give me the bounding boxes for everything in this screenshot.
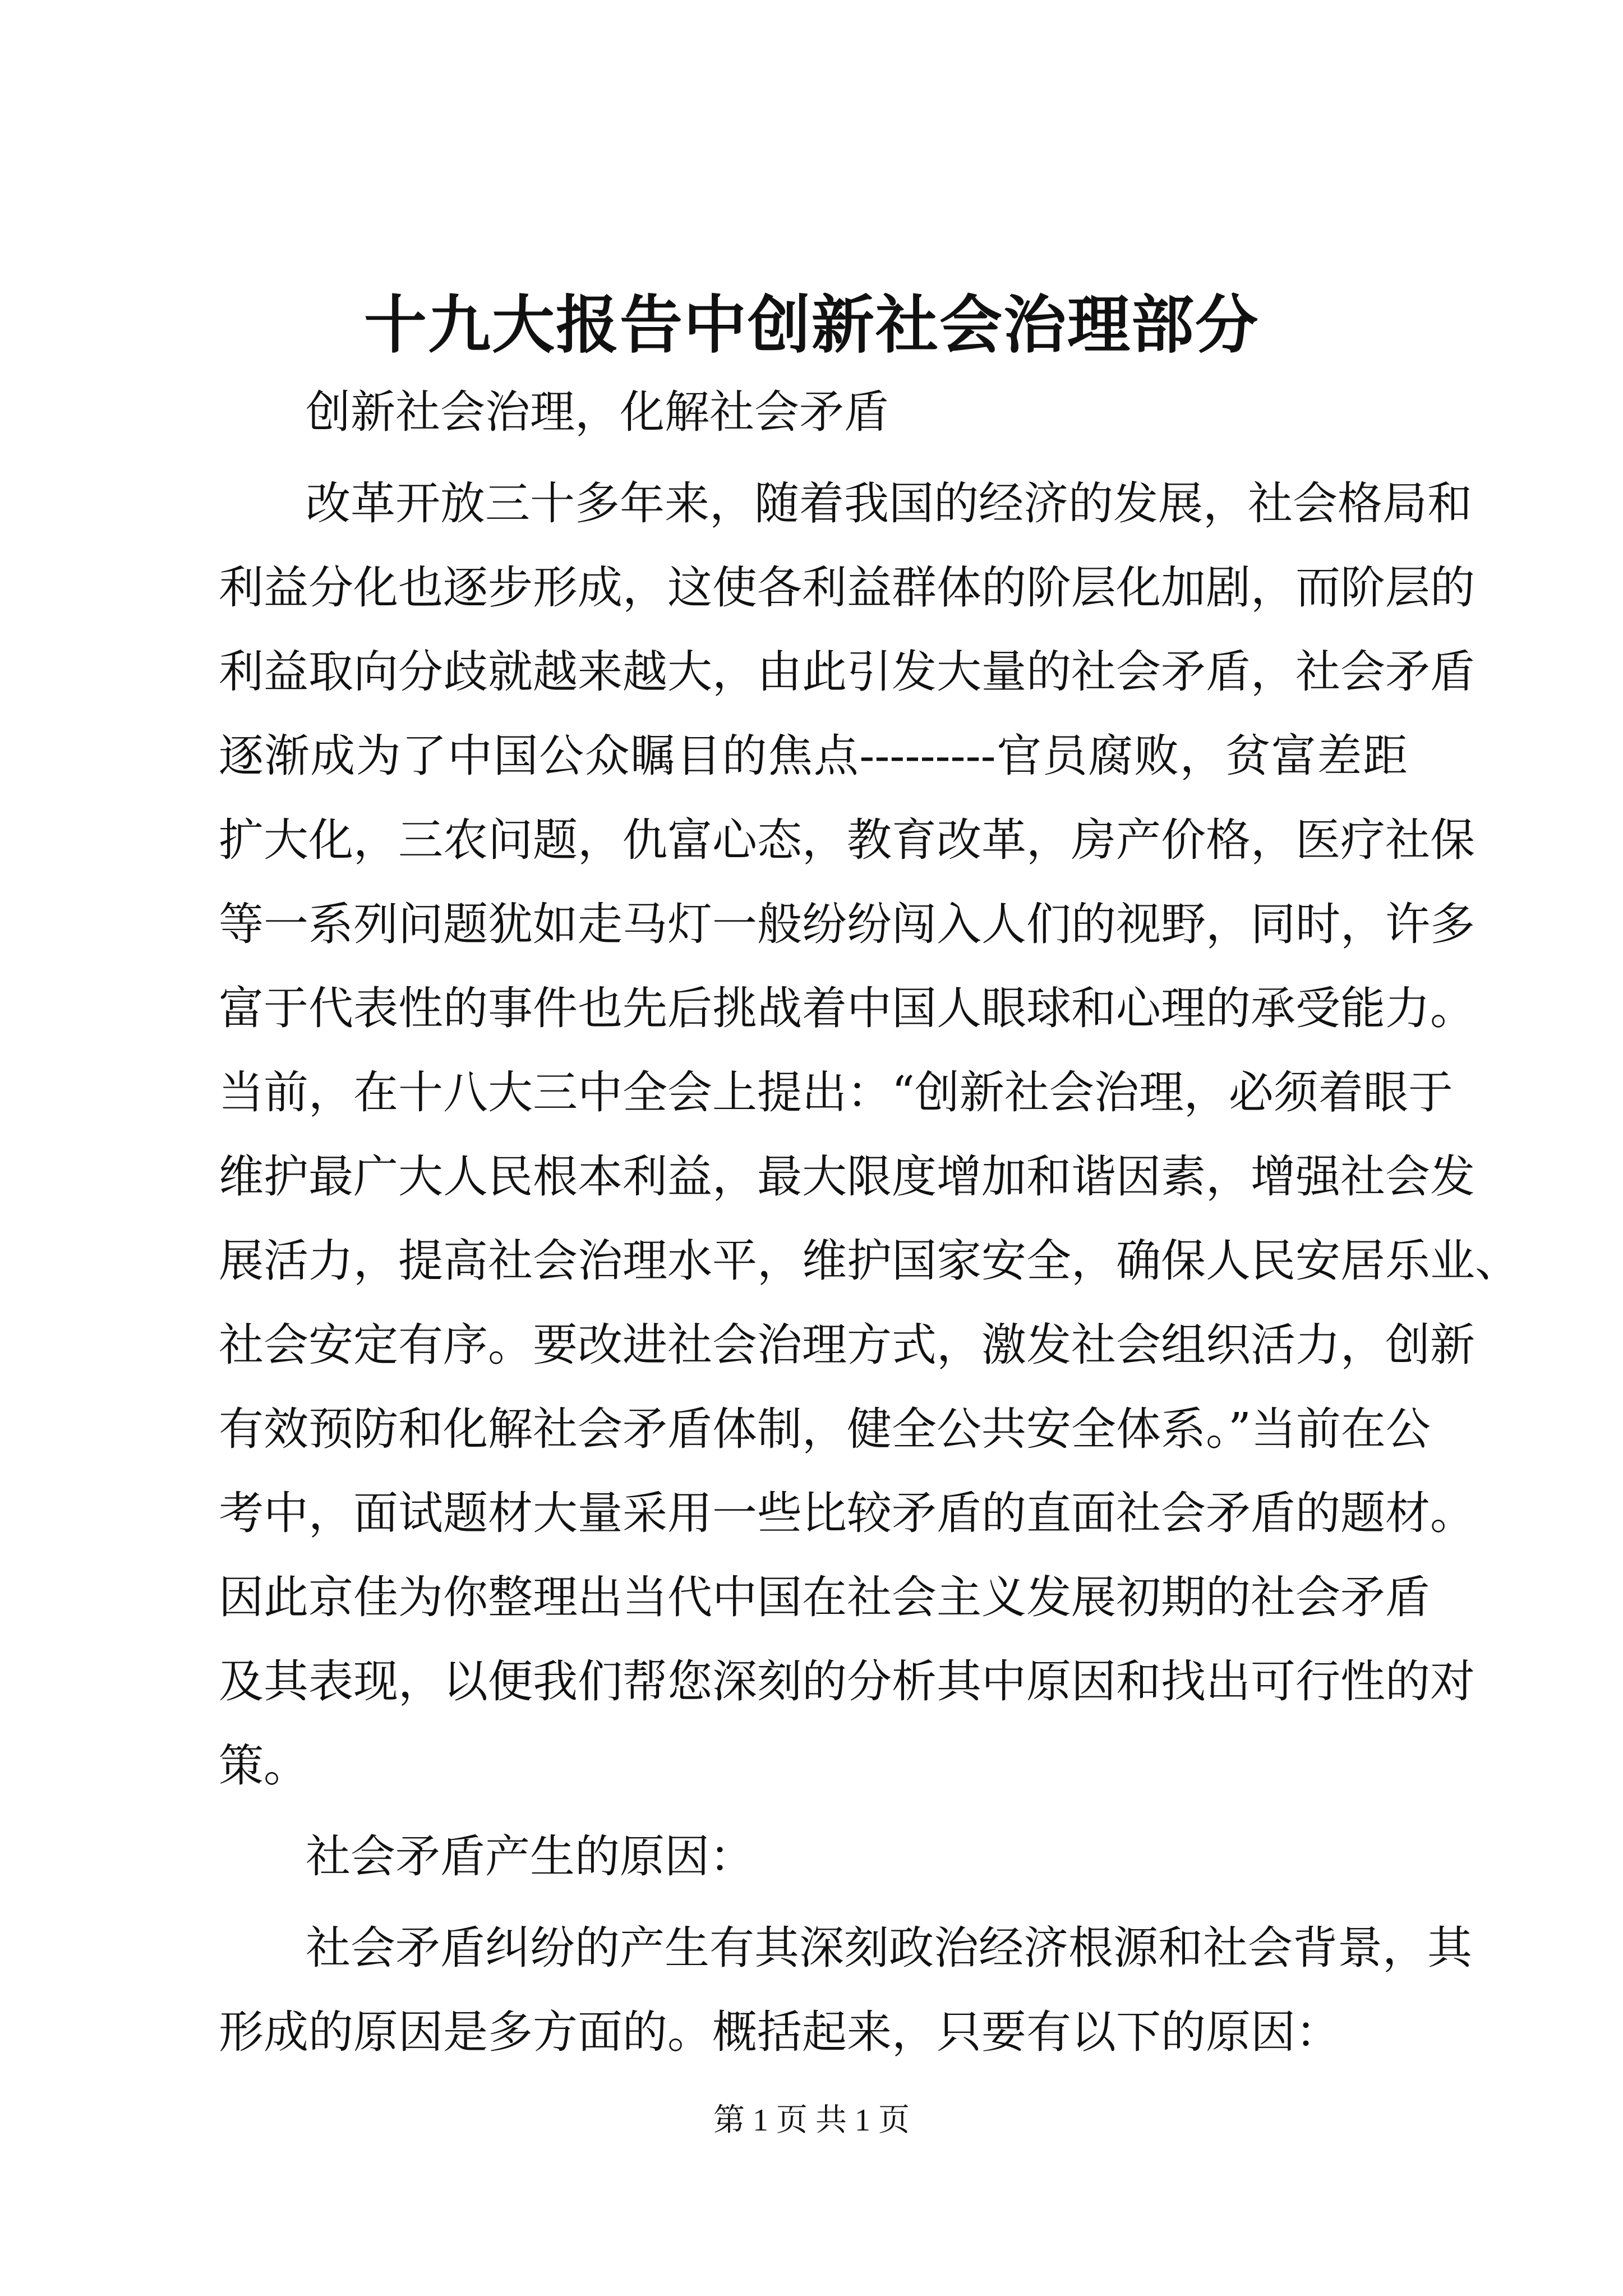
paragraph-line: 维护最广大人民根本利益，最大限度增加和谐因素，增强社会发 <box>219 1151 1475 1203</box>
paragraph-line: 有效预防和化解社会矛盾体制，健全公共安全体系。”当前在公 <box>219 1403 1431 1455</box>
paragraph-line: 考中，面试题材大量采用一些比较矛盾的直面社会矛盾的题材。 <box>219 1487 1475 1539</box>
paragraph-line: 策。 <box>219 1740 308 1792</box>
paragraph-line: 富于代表性的事件也先后挑战着中国人眼球和心理的承受能力。 <box>219 982 1475 1034</box>
paragraph-line: 创新社会治理，化解社会矛盾 <box>306 386 889 438</box>
page-footer: 第 1 页 共 1 页 <box>713 2103 910 2138</box>
document-title: 十九大报告中创新社会治理部分 <box>364 288 1259 362</box>
paragraph-line: 社会矛盾产生的原因： <box>306 1830 754 1883</box>
paragraph-line: 扩大化，三农问题，仇富心态，教育改革，房产价格，医疗社保 <box>219 814 1475 866</box>
paragraph-line: 等一系列问题犹如走马灯一般纷纷闯入人们的视野，同时，许多 <box>219 898 1475 950</box>
paragraph-line: 利益取向分歧就越来越大，由此引发大量的社会矛盾，社会矛盾 <box>219 646 1475 698</box>
paragraph-line: 改革开放三十多年来，随着我国的经济的发展，社会格局和 <box>306 477 1472 530</box>
paragraph-line: 利益分化也逐步形成，这使各利益群体的阶层化加剧，而阶层的 <box>219 562 1475 614</box>
paragraph-line: 社会矛盾纠纷的产生有其深刻政治经济根源和社会背景，其 <box>306 1922 1472 1974</box>
paragraph-line: 展活力，提高社会治理水平，维护国家安全，确保人民安居乐业、 <box>219 1235 1520 1287</box>
paragraph-line: 逐渐成为了中国公众瞩目的焦点---------官员腐败，贫富差距 <box>219 730 1408 782</box>
paragraph-line: 当前，在十八大三中全会上提出：“创新社会治理，必须着眼于 <box>219 1066 1453 1119</box>
paragraph-line: 形成的原因是多方面的。概括起来，只要有以下的原因： <box>219 2006 1340 2058</box>
paragraph-line: 因此京佳为你整理出当代中国在社会主义发展初期的社会矛盾 <box>219 1571 1430 1623</box>
paragraph-line: 社会安定有序。要改进社会治理方式，激发社会组织活力，创新 <box>219 1319 1475 1371</box>
paragraph-line: 及其表现，以便我们帮您深刻的分析其中原因和找出可行性的对 <box>219 1655 1475 1708</box>
